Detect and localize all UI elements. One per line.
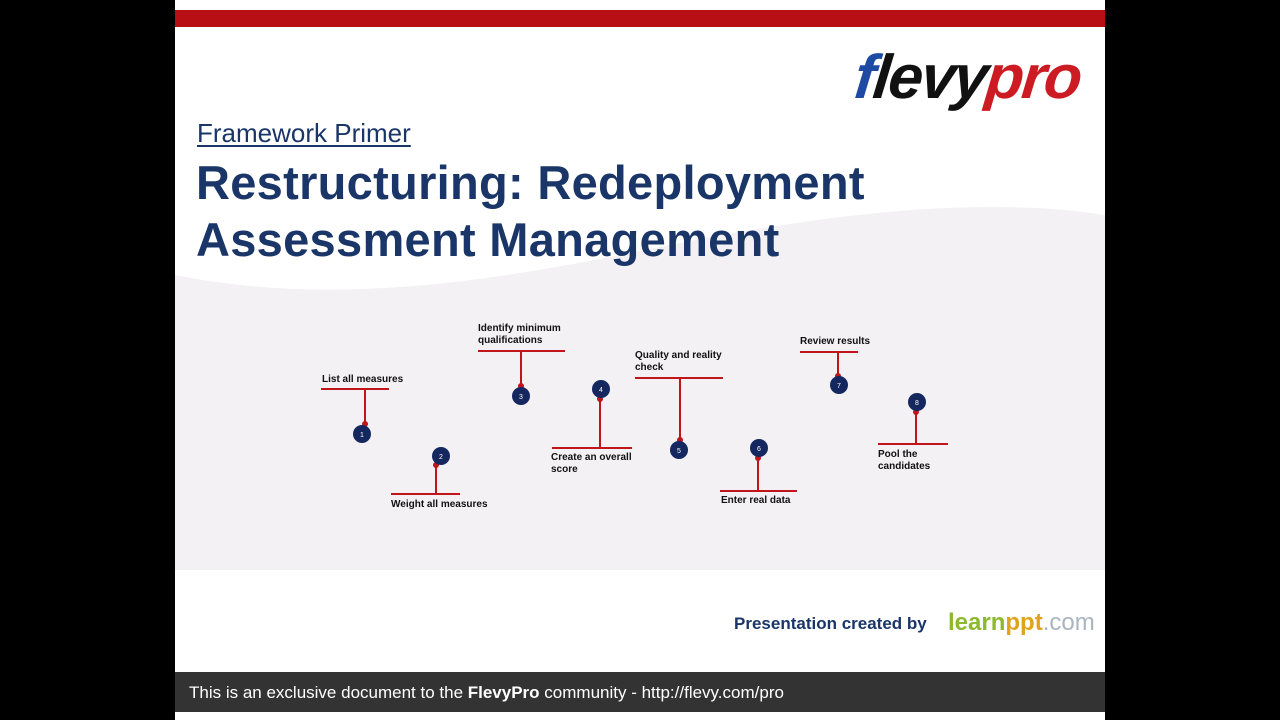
step-5-label: Quality and reality check	[635, 350, 722, 373]
step-6-label: Enter real data	[721, 495, 791, 506]
svg-text:1: 1	[360, 432, 364, 439]
framework-primer-heading: Framework Primer	[197, 118, 411, 148]
svg-text:7: 7	[837, 383, 841, 390]
step-3-label: Identify minimum qualifications	[478, 323, 561, 346]
title-line-2: Assessment Management	[196, 213, 780, 266]
step-8	[878, 393, 948, 444]
svg-text:4: 4	[599, 387, 603, 394]
footer-text-pre: This is an exclusive document to the	[189, 683, 468, 702]
svg-text:8: 8	[915, 400, 919, 407]
title-line-1: Restructuring: Redeployment	[196, 156, 865, 209]
step-8-label: Pool the candidates	[878, 449, 931, 472]
step-3	[478, 351, 565, 405]
step-2	[391, 447, 460, 494]
svg-text:6: 6	[757, 446, 761, 453]
flevypro-logo: flevypro	[851, 43, 1084, 112]
step-1	[321, 389, 389, 443]
svg-text:2: 2	[439, 454, 443, 461]
step-6	[720, 439, 797, 491]
step-4	[552, 380, 632, 448]
slide	[175, 0, 1105, 720]
step-7-label: Review results	[800, 336, 871, 347]
footer-brand: FlevyPro	[467, 683, 540, 702]
step-7	[800, 352, 858, 394]
footer-text-post: community - http://flevy.com/pro	[539, 683, 784, 702]
svg-text:5: 5	[677, 448, 681, 455]
step-1-label: List all measures	[322, 374, 404, 385]
step-2-label: Weight all measures	[391, 499, 488, 510]
svg-text:3: 3	[519, 394, 523, 401]
step-5	[635, 378, 723, 459]
presentation-credit: Presentation created by	[734, 614, 927, 633]
footer-banner	[175, 672, 1105, 712]
step-4-label: Create an overall score	[551, 452, 632, 475]
learnppt-logo: learnppt.com	[948, 609, 1095, 636]
